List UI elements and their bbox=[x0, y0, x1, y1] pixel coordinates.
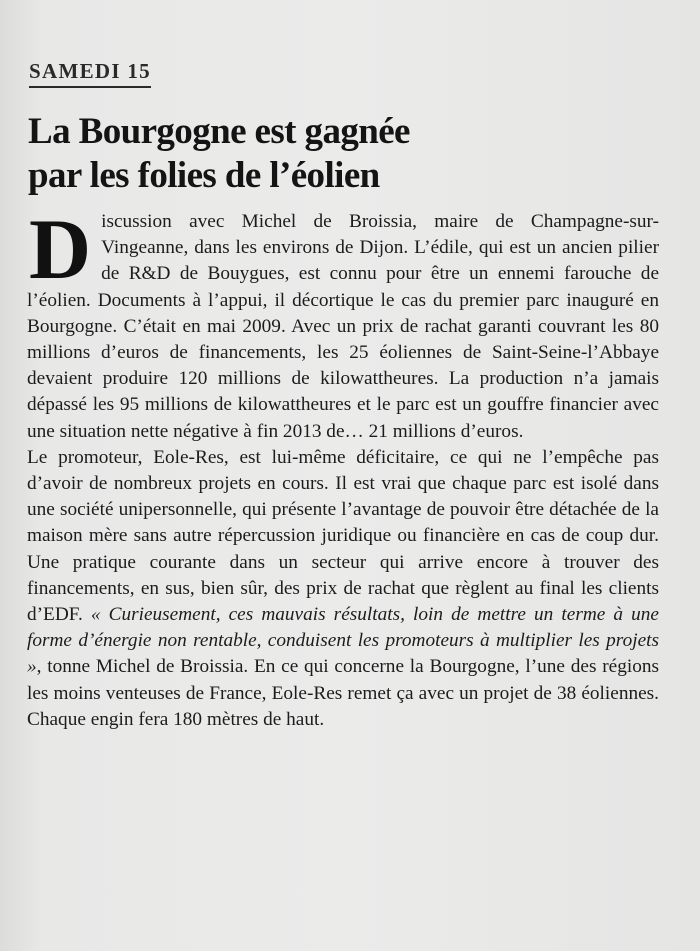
paragraph-2-text-start: Le promoteur, Eole-Res, est lui-même déficitaire, ce qui ne l’empêche pas d’avoir de nombreux projets en cours. Il est vrai que chaque parc est isolé dans une société unipersonnelle, qui présente l’avantage de pouvoir être détachée de la maison mère sans autre répercussion juridique ou financière en cas de coup dur. Une pratique courante dans un secteur qui arrive encore à trouver des financements, en sus, bien sûr, des prix de rachat que règlent au final les clients d’EDF. bbox=[27, 446, 659, 626]
article-body bbox=[27, 201, 659, 733]
section-date-label: SAMEDI 15 bbox=[29, 59, 151, 88]
paragraph-2-text-end: , tonne Michel de Broissia. En ce qui concerne la Bourgogne, l’une des régions les moins venteuses de France, Eole-Res remet ça avec un projet de 38 éoliennes. Chaque engin fera 180 mètres de haut. bbox=[27, 656, 659, 730]
quote-text: « Curieusement, ces mauvais résultats, loin de mettre un terme à une forme d’énergie non rentable, conduisent les promoteurs à multiplier les projets » bbox=[27, 604, 659, 678]
article-paragraph-1 bbox=[27, 201, 659, 445]
drop-cap: D bbox=[29, 201, 92, 297]
paragraph-1-text: iscussion avec Michel de Broissia, maire de Champagne-sur-Vingeanne, dans les environs de Dijon. L’édile, qui est un ancien pilier de R&D de Bouygues, est connu pour être un ennemi farouche de l’éolien. Documents à l’appui, il décortique le cas du premier parc inauguré en Bourgogne. C’était en mai 2009. Avec un prix de rachat garanti couvrant les 80 millions d’euros de financements, les 25 éoliennes de Saint-Seine-l’Abbaye devaient produire 120 millions de kilowattheures. La production n’a jamais dépassé les 95 millions de kilowattheures et le parc est un gouffre financier avec une situation nette négative à fin 2013 de… 21 millions d’euros. bbox=[27, 211, 659, 442]
headline-line-1: La Bourgogne est gagnée bbox=[28, 111, 410, 152]
headline bbox=[28, 110, 668, 198]
headline-line-2: par les folies de l’éolien bbox=[28, 155, 380, 196]
article-paragraph-2 bbox=[27, 445, 659, 733]
